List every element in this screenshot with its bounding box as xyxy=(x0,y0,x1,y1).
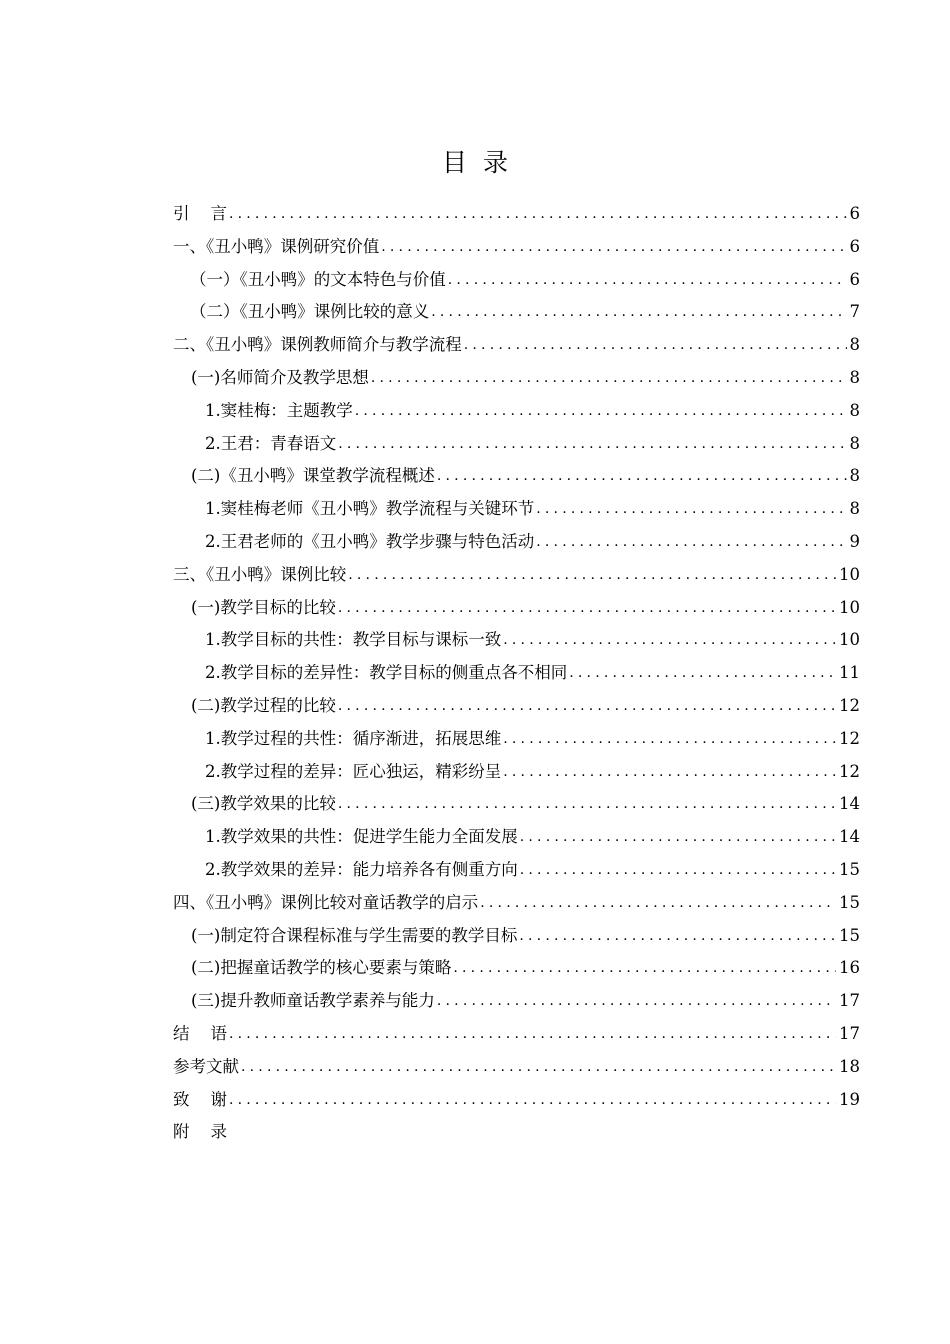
toc-entry-label: 四、《丑小鸭》课例比较对童话教学的启示 xyxy=(173,892,479,912)
toc-dot-leader xyxy=(241,1051,836,1084)
toc-entry-label: 2.王君老师的《丑小鸭》教学步骤与特色活动 xyxy=(205,531,535,551)
toc-dot-leader xyxy=(338,592,836,625)
toc-entry-label: 2.教学效果的差异：能力培养各有侧重方向 xyxy=(205,859,518,879)
toc-entry-page-number: 6 xyxy=(849,236,860,256)
toc-entry[interactable] xyxy=(173,821,860,854)
toc-dot-leader xyxy=(480,887,836,920)
toc-entry[interactable] xyxy=(173,723,860,756)
toc-entry[interactable] xyxy=(173,1084,860,1117)
toc-dot-leader xyxy=(338,428,846,461)
toc-dot-leader xyxy=(503,756,836,789)
toc-entry-page-number: 17 xyxy=(839,1023,860,1043)
toc-entry[interactable] xyxy=(173,296,860,329)
toc-entry[interactable] xyxy=(173,264,860,297)
toc-dot-leader xyxy=(464,329,847,362)
toc-entry-label: (一)名师简介及教学思想 xyxy=(191,367,369,387)
toc-entry[interactable] xyxy=(173,231,860,264)
toc-dot-leader xyxy=(503,624,836,657)
toc-entry-page-number: 7 xyxy=(849,302,860,322)
toc-entry-page-number: 15 xyxy=(839,925,860,945)
toc-entry[interactable] xyxy=(173,329,860,362)
toc-dot-leader xyxy=(338,690,836,723)
toc-entry-label: 2.教学目标的差异性：教学目标的侧重点各不相同 xyxy=(205,663,568,683)
toc-dot-leader xyxy=(437,460,847,493)
toc-entry-label: 1.教学目标的共性：教学目标与课标一致 xyxy=(205,630,502,650)
toc-entry-label: 1.教学效果的共性：促进学生能力全面发展 xyxy=(205,827,518,847)
toc-entry[interactable] xyxy=(173,362,860,395)
toc-entry[interactable] xyxy=(173,592,860,625)
toc-entry-label: (一)教学目标的比较 xyxy=(191,597,336,617)
toc-entry[interactable] xyxy=(173,657,860,690)
toc-entry[interactable] xyxy=(173,1051,860,1084)
toc-entry[interactable] xyxy=(173,854,860,887)
toc-dot-leader xyxy=(520,854,836,887)
toc-entry-label: 1.窦桂梅老师《丑小鸭》教学流程与关键环节 xyxy=(205,499,535,519)
toc-entry[interactable] xyxy=(173,624,860,657)
toc-entry[interactable] xyxy=(173,493,860,526)
toc-dot-leader xyxy=(229,1018,836,1051)
toc-entry-label: (二)把握童话教学的核心要素与策略 xyxy=(191,958,452,978)
toc-dot-leader xyxy=(348,559,836,592)
toc-entry-page-number: 16 xyxy=(839,958,860,978)
toc-dot-leader xyxy=(371,362,847,395)
toc-dot-leader xyxy=(503,723,836,756)
toc-entry-label: (一)制定符合课程标准与学生需要的教学目标 xyxy=(191,925,518,945)
toc-entry-page-number: 10 xyxy=(839,597,860,617)
toc-entry-page-number: 6 xyxy=(849,269,860,289)
toc-entry[interactable] xyxy=(173,756,860,789)
toc-entry-page-number: 8 xyxy=(849,433,860,453)
toc-dot-leader xyxy=(437,985,836,1018)
toc-entry-page-number: 15 xyxy=(839,859,860,879)
toc-entry[interactable] xyxy=(173,887,860,920)
toc-entry[interactable] xyxy=(173,690,860,723)
toc-entry-page-number: 12 xyxy=(839,761,860,781)
table-of-contents xyxy=(173,198,860,1149)
toc-entry[interactable] xyxy=(173,920,860,953)
toc-entry-label: 2.教学过程的差异：匠心独运，精彩纷呈 xyxy=(205,761,502,781)
toc-entry[interactable] xyxy=(173,985,860,1018)
toc-dot-leader xyxy=(536,493,846,526)
toc-entry-page-number: 15 xyxy=(839,892,860,912)
toc-entry-page-number: 8 xyxy=(849,499,860,519)
toc-dot-leader xyxy=(431,296,846,329)
toc-entry-label: 1.教学过程的共性：循序渐进，拓展思维 xyxy=(205,728,502,748)
toc-entry-page-number: 8 xyxy=(849,367,860,387)
toc-entry-page-number: 8 xyxy=(849,466,860,486)
toc-entry[interactable] xyxy=(173,1116,860,1149)
toc-dot-leader xyxy=(381,231,846,264)
toc-entry[interactable] xyxy=(173,788,860,821)
toc-entry[interactable] xyxy=(173,559,860,592)
toc-entry-label: 1.窦桂梅：主题教学 xyxy=(205,400,353,420)
toc-entry-page-number: 12 xyxy=(839,728,860,748)
toc-dot-leader xyxy=(536,526,846,559)
toc-entry-page-number: 19 xyxy=(839,1089,860,1109)
toc-entry-page-number: 8 xyxy=(849,335,860,355)
page-title: 目 录 xyxy=(442,148,508,177)
toc-dot-leader xyxy=(338,788,836,821)
toc-entry[interactable] xyxy=(173,952,860,985)
toc-dot-leader xyxy=(355,395,847,428)
toc-dot-leader xyxy=(569,657,836,690)
toc-entry-page-number: 9 xyxy=(849,531,860,551)
toc-entry-page-number: 10 xyxy=(839,564,860,584)
toc-entry-label: 参考文献 xyxy=(173,1056,239,1076)
toc-entry-page-number: 18 xyxy=(839,1056,860,1076)
toc-entry[interactable] xyxy=(173,1018,860,1051)
toc-entry-page-number: 14 xyxy=(839,827,860,847)
toc-entry[interactable] xyxy=(173,460,860,493)
toc-entry[interactable] xyxy=(173,198,860,231)
toc-dot-leader xyxy=(453,952,836,985)
toc-entry[interactable] xyxy=(173,428,860,461)
toc-entry-page-number: 10 xyxy=(839,630,860,650)
toc-entry-label: (三)教学效果的比较 xyxy=(191,794,336,814)
toc-entry-page-number: 17 xyxy=(839,991,860,1011)
toc-dot-leader xyxy=(448,264,847,297)
toc-dot-leader xyxy=(229,198,847,231)
toc-entry-label: 三、《丑小鸭》课例比较 xyxy=(173,564,347,584)
toc-dot-leader xyxy=(519,920,836,953)
toc-entry-page-number: 12 xyxy=(839,695,860,715)
toc-dot-leader xyxy=(229,1084,836,1117)
toc-entry-label: 结 语 xyxy=(173,1023,227,1043)
toc-entry-page-number: 8 xyxy=(849,400,860,420)
toc-entry-label: 致 谢 xyxy=(173,1089,227,1109)
toc-entry-label: 二、《丑小鸭》课例教师简介与教学流程 xyxy=(173,335,462,355)
toc-entry-page-number: 14 xyxy=(839,794,860,814)
toc-entry-label: （二）《丑小鸭》课例比较的意义 xyxy=(190,302,430,322)
toc-entry-label: 一、《丑小鸭》课例研究价值 xyxy=(173,236,380,256)
toc-entry[interactable] xyxy=(173,526,860,559)
toc-entry-label: 2.王君：青春语文 xyxy=(205,433,337,453)
toc-entry-label: (二)《丑小鸭》课堂教学流程概述 xyxy=(191,466,435,486)
toc-entry[interactable] xyxy=(173,395,860,428)
toc-entry-label: （一）《丑小鸭》的文本特色与价值 xyxy=(190,269,446,289)
toc-entry-label: 附 录 xyxy=(173,1122,227,1142)
toc-entry-page-number: 6 xyxy=(849,204,860,223)
toc-dot-leader xyxy=(520,821,836,854)
toc-entry-label: (二)教学过程的比较 xyxy=(191,695,336,715)
toc-entry-label: 引 言 xyxy=(173,204,227,223)
toc-entry-label: (三)提升教师童话教学素养与能力 xyxy=(191,991,435,1011)
toc-entry-page-number: 11 xyxy=(839,663,860,683)
